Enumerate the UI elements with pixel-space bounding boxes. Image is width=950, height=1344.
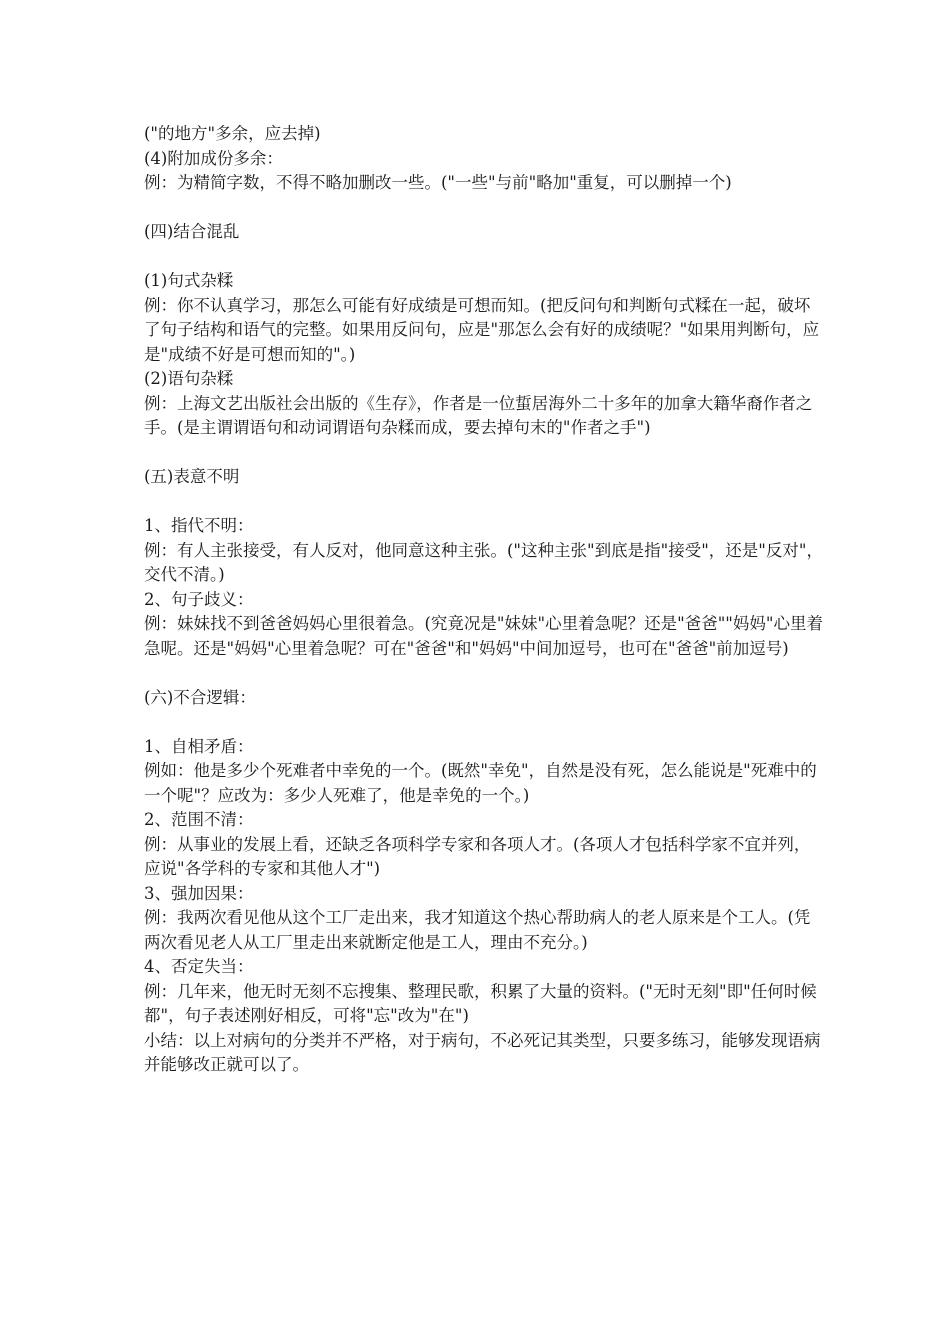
paragraph: 2、句子歧义： — [144, 589, 254, 609]
paragraph: 1、自相矛盾： — [144, 736, 254, 756]
paragraph: 2、范围不清： — [144, 810, 254, 829]
paragraph: 4、否定失当： — [144, 957, 254, 976]
paragraph: 例：为精简字数，不得不略加删改一些。("一些"与前"略加"重复，可以删掉一个) — [144, 173, 732, 192]
section-heading: (五)表意不明 — [144, 467, 240, 486]
paragraph: (1)句式杂糅 — [144, 271, 234, 290]
paragraph: ("的地方"多余，应去掉) — [144, 124, 321, 143]
paragraph: (4)附加成份多余： — [144, 148, 283, 168]
section-heading: (六)不合逻辑： — [144, 687, 256, 707]
paragraph: 小结：以上对病句的分类并不严格，对于病句，不必死记其类型，只要多练习，能够发现语病并能够改正就可以了。 — [144, 1030, 821, 1074]
paragraph-gap — [144, 441, 824, 466]
paragraph: 例：几年来，他无时无刻不忘搜集、整理民歌，积累了大量的资料。("无时无刻"即"任何时候都"，句子表述刚好相反，可将"忘"改为"在") — [144, 981, 817, 1025]
paragraph: (2)语句杂糅 — [144, 369, 234, 388]
paragraph: 例如：他是多少个死难者中幸免的一个。(既然"幸免"，自然是没有死，怎么能说是"死难中的一个呢"？应改为：多少人死难了，他是幸免的一个。) — [144, 761, 817, 805]
paragraph-gap — [144, 196, 824, 221]
paragraph: 例：从事业的发展上看，还缺乏各项科学专家和各项人才。(各项人才包括科学家不宜并列，应说"各学科的专家和其他人才") — [144, 834, 811, 878]
section-heading: (四)结合混乱 — [144, 222, 240, 241]
paragraph-gap — [144, 245, 824, 270]
paragraph: 例：你不认真学习，那怎么可能有好成绩是可想而知。(把反问句和判断句式糅在一起，破坏了句子结构和语气的完整。如果用反问句，应是"那怎么会有好的成绩呢？"如果用判断句，应是"成绩不好是可想而知的"。) — [144, 295, 820, 364]
paragraph: 例：上海文艺出版社会出版的《生存》，作者是一位蜇居海外二十多年的加拿大籍华裔作者之手。(是主谓谓语句和动词谓语句杂糅而成，要去掉句末的"作者之手") — [144, 393, 813, 437]
paragraph: 例：妹妹找不到爸爸妈妈心里很着急。(究竟况是"妹妹"心里着急呢？还是"爸爸""妈妈"心里着急呢。还是"妈妈"心里着急呢？可在"爸爸"和"妈妈"中间加逗号，也可在"爸爸"前加逗号) — [144, 614, 823, 658]
paragraph-gap — [144, 490, 824, 515]
paragraph: 例：我两次看见他从这个工厂走出来，我才知道这个热心帮助病人的老人原来是个工人。(凭两次看见老人从工厂里走出来就断定他是工人，理由不充分。) — [144, 908, 811, 952]
document-body — [144, 122, 824, 1078]
paragraph: 1、指代不明： — [144, 516, 254, 535]
paragraph: 例：有人主张接受，有人反对，他同意这种主张。("这种主张"到底是指"接受"，还是"反对"，交代不清。) — [144, 540, 823, 584]
paragraph-gap — [144, 710, 824, 735]
paragraph: 3、强加因果： — [144, 883, 254, 903]
paragraph-gap — [144, 661, 824, 686]
